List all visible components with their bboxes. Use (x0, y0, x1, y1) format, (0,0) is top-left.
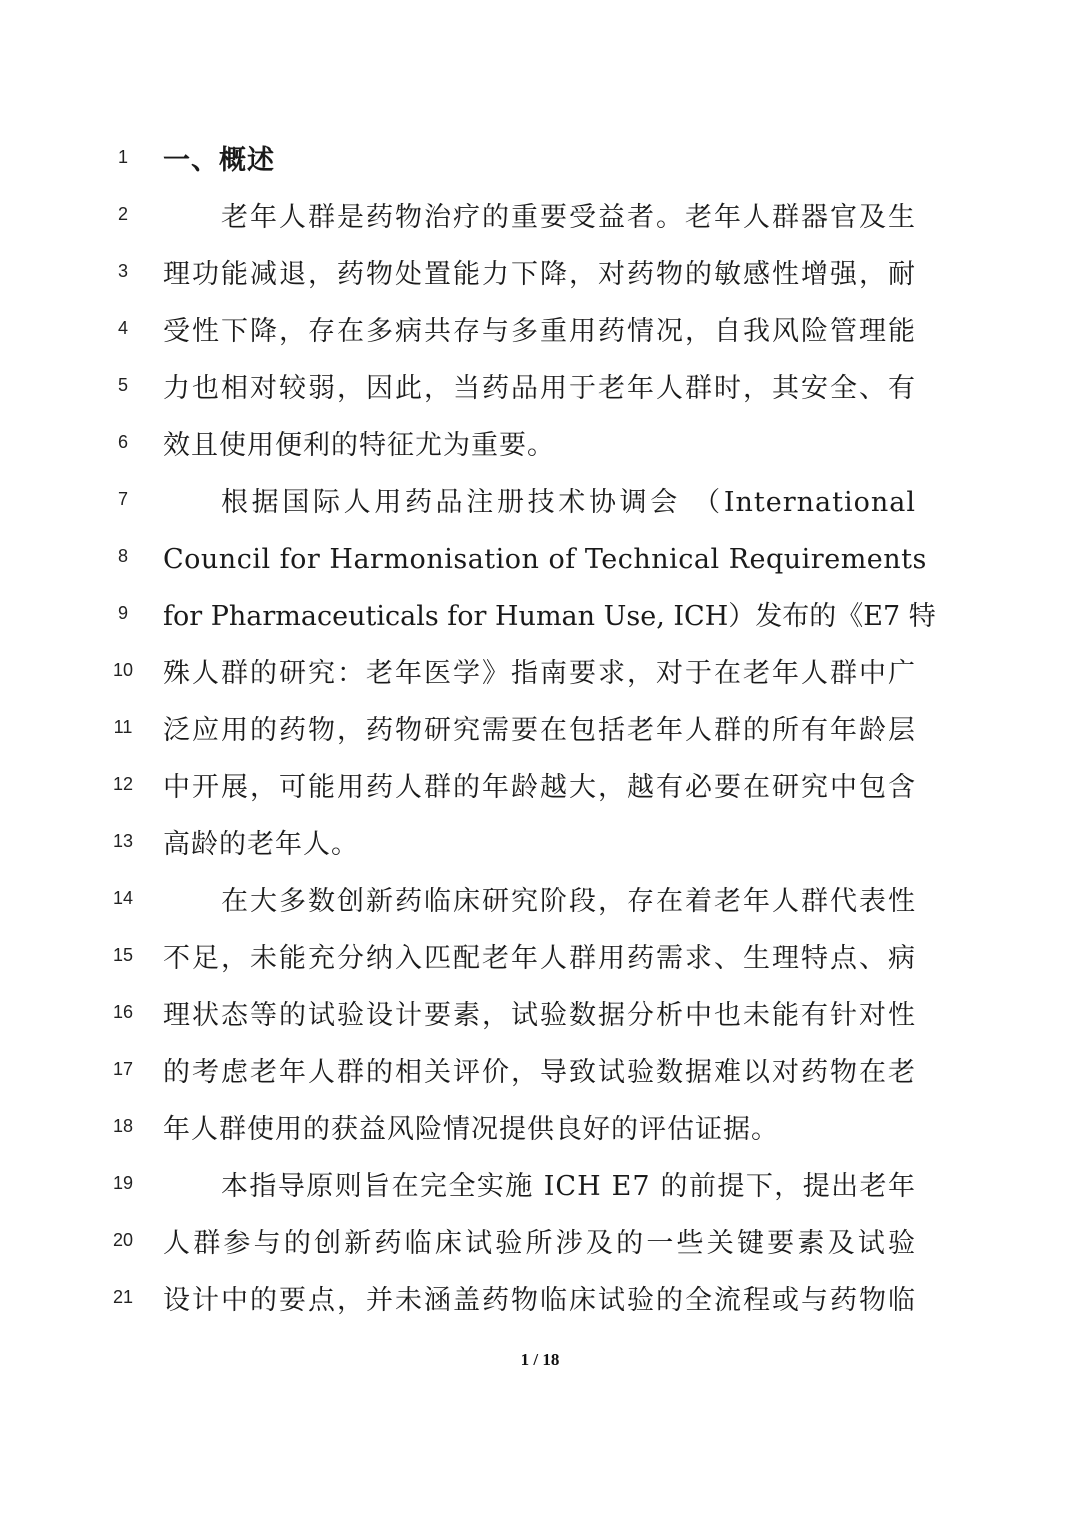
document-line (0, 1102, 1080, 1158)
line-number: 4 (117, 318, 128, 338)
body-text: 高龄的老年人。 (163, 829, 359, 860)
line-number: 9 (117, 603, 128, 623)
document-line (0, 532, 1080, 588)
line-number: 19 (112, 1173, 134, 1193)
line-number: 14 (112, 888, 134, 908)
page-number-footer: 1 / 18 (520, 1350, 560, 1369)
line-number: 8 (117, 546, 128, 566)
line-number: 17 (112, 1059, 134, 1079)
document-line (0, 247, 1080, 303)
document-line (0, 760, 1080, 816)
line-number: 1 (117, 147, 128, 167)
body-text: 根据国际人用药品注册技术协调会 （International (221, 487, 916, 518)
line-number: 20 (112, 1230, 134, 1250)
section-heading: 一、概述 (163, 145, 275, 176)
line-number: 18 (112, 1116, 134, 1136)
document-line (0, 988, 1080, 1044)
body-text: 的考虑老年人群的相关评价，导致试验数据难以对药物在老 (163, 1057, 916, 1088)
line-number: 7 (117, 489, 128, 509)
document-line (0, 1216, 1080, 1272)
document-line (0, 817, 1080, 873)
document-line (0, 361, 1080, 417)
line-number: 5 (117, 375, 128, 395)
body-text: 本指导原则旨在完全实施 ICH E7 的前提下，提出老年 (221, 1171, 916, 1202)
body-text: 泛应用的药物，药物研究需要在包括老年人群的所有年龄层 (163, 715, 916, 746)
document-line (0, 475, 1080, 531)
body-text: 受性下降，存在多病共存与多重用药情况，自我风险管理能 (163, 316, 916, 347)
document-line (0, 589, 1080, 645)
line-number: 15 (112, 945, 134, 965)
document-line (0, 874, 1080, 930)
body-text: 在大多数创新药临床研究阶段，存在着老年人群代表性 (221, 886, 916, 917)
body-text: 效且使用便利的特征尤为重要。 (163, 430, 555, 461)
document-line (0, 1273, 1080, 1329)
document-line (0, 646, 1080, 702)
document-line (0, 418, 1080, 474)
body-text: 理状态等的试验设计要素，试验数据分析中也未能有针对性 (163, 1000, 916, 1031)
body-text: 人群参与的创新药临床试验所涉及的一些关键要素及试验 (163, 1228, 916, 1259)
body-text: 理功能减退，药物处置能力下降，对药物的敏感性增强，耐 (163, 259, 916, 290)
line-number: 21 (112, 1287, 134, 1307)
line-number: 2 (117, 204, 128, 224)
body-text: 殊人群的研究：老年医学》指南要求，对于在老年人群中广 (163, 658, 916, 689)
body-text: 设计中的要点，并未涵盖药物临床试验的全流程或与药物临 (163, 1285, 916, 1316)
document-line (0, 304, 1080, 360)
body-text: 老年人群是药物治疗的重要受益者。老年人群器官及生 (221, 202, 916, 233)
body-text: Council for Harmonisation of Technical Requirements (163, 544, 927, 575)
line-number: 13 (112, 831, 134, 851)
line-number: 3 (117, 261, 128, 281)
document-line (0, 931, 1080, 987)
line-number: 6 (117, 432, 128, 452)
body-text: 年人群使用的获益风险情况提供良好的评估证据。 (163, 1114, 779, 1145)
line-number: 11 (113, 717, 133, 737)
line-number: 12 (112, 774, 134, 794)
document-line (0, 1045, 1080, 1101)
body-text: 中开展，可能用药人群的年龄越大，越有必要在研究中包含 (163, 772, 916, 803)
document-line (0, 1159, 1080, 1215)
body-text: 不足，未能充分纳入匹配老年人群用药需求、生理特点、病 (163, 943, 916, 974)
body-text: for Pharmaceuticals for Human Use, ICH）发布的《E7 特 (163, 601, 936, 632)
line-number: 16 (112, 1002, 134, 1022)
document-line (0, 703, 1080, 759)
body-text: 力也相对较弱，因此，当药品用于老年人群时，其安全、有 (163, 373, 916, 404)
document-line (0, 133, 1080, 189)
document-line (0, 190, 1080, 246)
line-number: 10 (112, 660, 134, 680)
